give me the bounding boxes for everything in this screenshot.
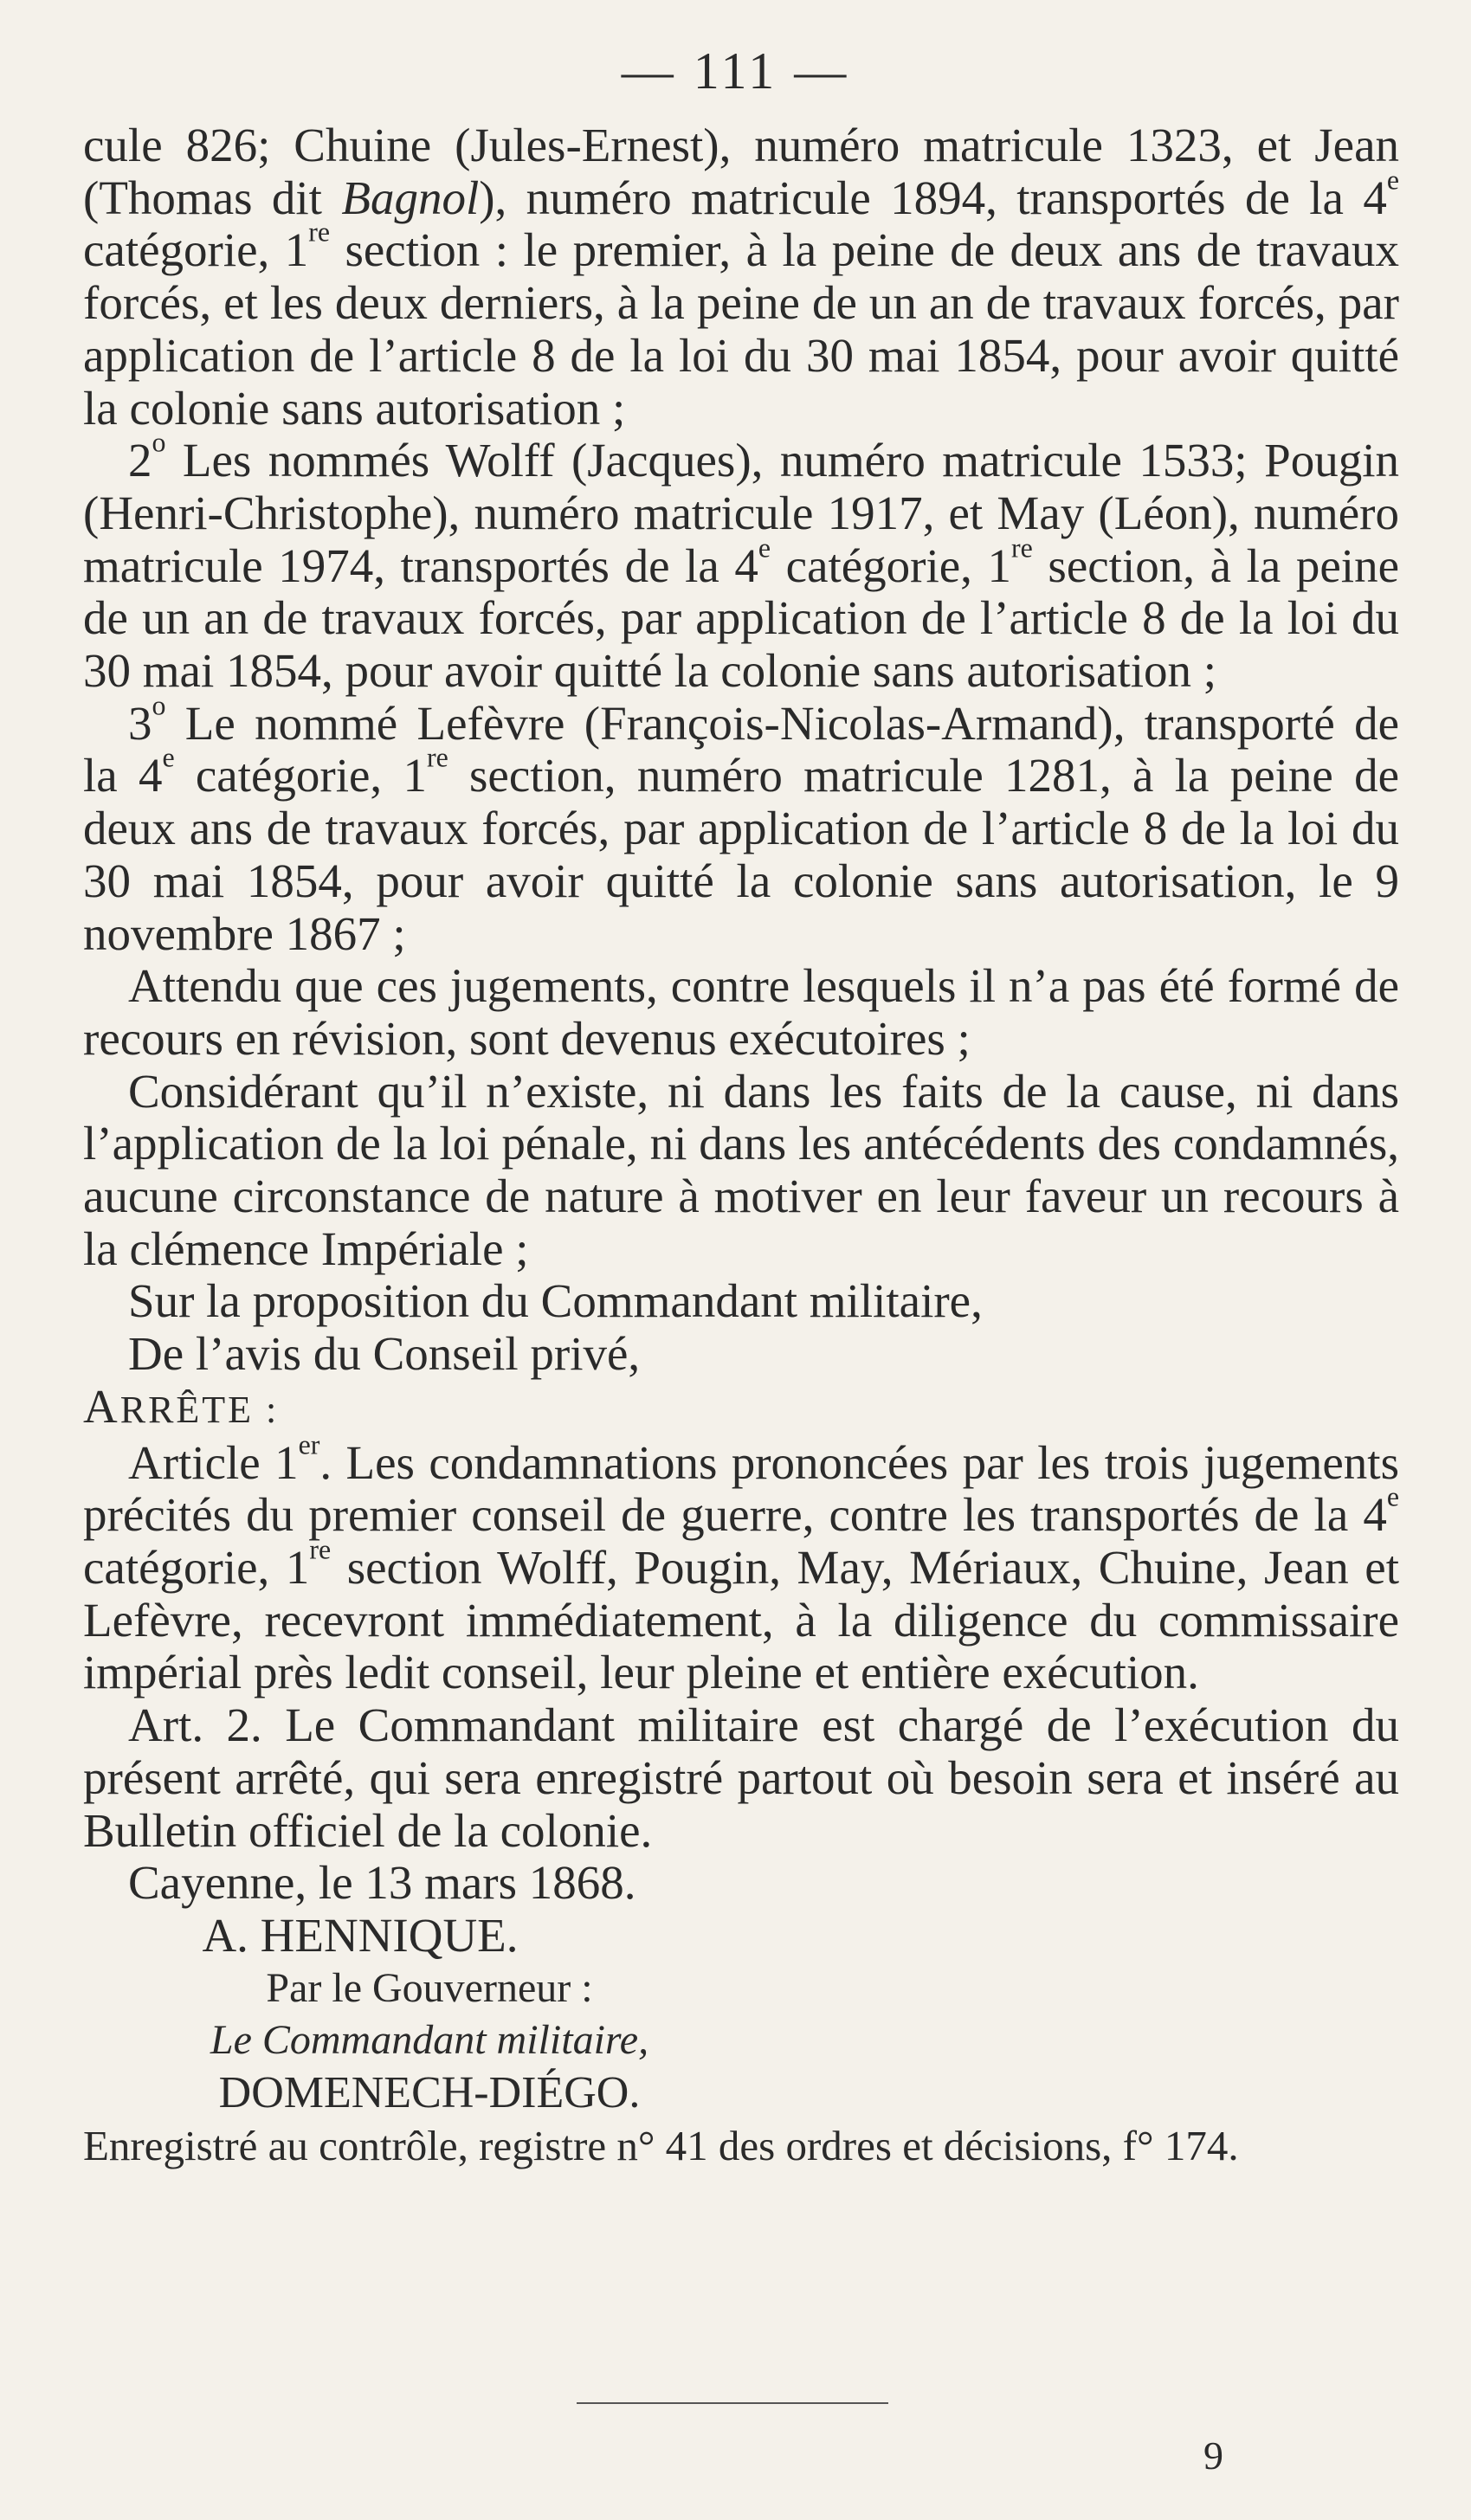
text-run: catégorie, 1	[771, 538, 1012, 592]
divider-rule	[577, 2402, 888, 2404]
signature-name-2: DOMENECH-DIÉGO.	[218, 2068, 641, 2118]
signature-name: A. HENNIQUE.	[202, 1908, 519, 1962]
article-2: Art. 2. Le Commandant militaire est chargé de l’exécution du présent arrêté, qui sera enregistré partout où besoin sera et inséré au Bulletin officiel de la colonie.	[83, 1698, 1399, 1857]
superscript: e	[1386, 164, 1399, 195]
superscript: re	[1011, 532, 1033, 563]
text-run: catégorie, 1	[83, 1540, 310, 1594]
superscript: re	[308, 216, 331, 248]
paragraph-continuation	[83, 119, 1399, 435]
paragraph-item-2	[83, 427, 1400, 698]
paragraph-considerant: Considérant qu’il n’existe, ni dans les faits de la cause, ni dans l’application de la loi pénale, ni dans les antécédents des condamnés, aucune circonstance de nature à motiver en leur faveur un recours à la clémence Impériale ;	[83, 1064, 1399, 1275]
superscript: e	[1386, 1481, 1399, 1512]
superscript: e	[162, 742, 175, 773]
article-1	[83, 1428, 1399, 1700]
date-line: Cayenne, le 13 mars 1868.	[128, 1856, 636, 1910]
text-run: section : le premier, à la peine de deux ans de travaux forcés, et les deux derniers, à la peine de un an de travaux forcés, par application de l’article 8 de la loi du 30 mai 1854, pour avoir quitté la colonie sans autorisation ;	[83, 223, 1399, 435]
text-run: catégorie, 1	[174, 749, 427, 802]
text-run: section, à la peine de un an de travaux forcés, par application de l’article 8 de la loi du 30 mai 1854, pour avoir quitté la colonie sans autorisation ;	[83, 538, 1400, 698]
arrete-heading	[83, 1381, 1399, 1437]
page-number-header: — 111 —	[621, 42, 850, 100]
sheet-signature-number: 9	[1203, 2433, 1223, 2478]
signature-role: Le Commandant militaire,	[210, 2017, 649, 2064]
text-run: Les nommés Wolff (Jacques), numéro matricule 1533; Pougin (Henri-Christophe), numéro matricule 1917, et May (Léon), numéro matricule 1974, transportés de la 4	[83, 434, 1399, 592]
superscript: e	[758, 532, 771, 563]
text-run: catégorie, 1	[83, 223, 309, 277]
text-run: section Wolff, Pougin, May, Mériaux, Chuine, Jean et Lefèvre, recevront immédiatement, à la diligence du commissaire impérial près ledit conseil, leur pleine et entière exécution.	[83, 1540, 1399, 1699]
paragraph-proposition: Sur la proposition du Commandant militaire,	[128, 1274, 983, 1328]
superscript: er	[298, 1428, 320, 1460]
paragraph-item-3	[83, 690, 1399, 961]
text-run: ), numéro matricule 1894, transportés de la 4	[479, 171, 1387, 224]
text-run: 2	[128, 434, 152, 487]
registration-note: Enregistré au contrôle, registre n° 41 des ordres et décisions, f° 174.	[83, 2121, 1239, 2169]
superscript: o	[152, 690, 166, 721]
text-run: RRÊTE :	[119, 1388, 280, 1431]
text-run: Le nommé Lefèvre (François-Nicolas-Armand), transporté de la 4	[83, 696, 1399, 802]
paragraph-avis: De l’avis du Conseil privé,	[128, 1327, 641, 1381]
paragraph-attendu: Attendu que ces jugements, contre lesquels il n’a pas été formé de recours en révision, sont devenus exécutoires ;	[83, 959, 1399, 1065]
text-run: Article 1	[128, 1435, 299, 1489]
superscript: re	[309, 1534, 332, 1565]
text-run: 3	[128, 696, 152, 750]
document-body	[83, 119, 1399, 2172]
text-run: cule 826; Chuine (Jules-Ernest), numéro matricule 1323, et Jean (Thomas dit	[83, 119, 1399, 224]
superscript: re	[426, 742, 448, 773]
signature-by: Par le Gouverneur :	[266, 1964, 593, 2011]
text-run: A	[83, 1379, 120, 1433]
superscript: o	[152, 427, 166, 458]
text-run: section, numéro matricule 1281, à la peine de deux ans de travaux forcés, par application de l’article 8 de la loi du 30 mai 1854, pour avoir quitté la colonie sans autorisation, le 9 novembre 1867 ;	[83, 749, 1399, 960]
italic-name: Bagnol	[341, 171, 480, 224]
text-run: . Les condamnations prononcées par les trois jugements précités du premier conseil de guerre, contre les transportés de la 4	[83, 1435, 1399, 1542]
